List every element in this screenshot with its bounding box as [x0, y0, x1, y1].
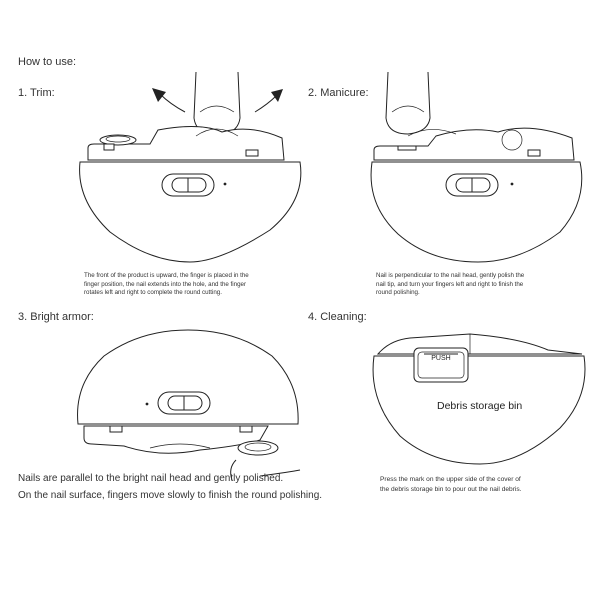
desc-line: Press the mark on the upper side of the cover of [380, 476, 521, 483]
debris-bin-label: Debris storage bin [437, 400, 523, 412]
step-3-label: 3. Bright armor: [18, 311, 94, 323]
desc-line: The front of the product is upward, the finger is placed in the [84, 272, 249, 279]
desc-line: Nail is perpendicular to the nail head, gently polish the [376, 272, 525, 279]
step-4-description [380, 475, 590, 495]
step-1-label: 1. Trim: [18, 87, 55, 99]
desc-line: finger position, the nail extends into the hole, and the finger [84, 280, 247, 288]
desc-line: rotates left and right to complete the round cutting. [84, 289, 222, 297]
desc-line: On the nail surface, fingers move slowly to finish the round polishing. [18, 490, 323, 501]
desc-line: Nails are parallel to the bright nail head and gently polished. [18, 473, 284, 484]
step-2-label: 2. Manicure: [308, 87, 369, 99]
desc-line: round polishing. [376, 289, 420, 297]
step-4-label: 4. Cleaning: [308, 311, 367, 323]
page-title: How to use: [18, 56, 77, 68]
push-button [414, 348, 468, 382]
desc-line: nail tip, and turn your fingers left and right to finish the [376, 280, 524, 288]
desc-line: the debris storage bin to pour out the nail debris. [380, 486, 522, 493]
push-label: PUSH [431, 355, 451, 362]
